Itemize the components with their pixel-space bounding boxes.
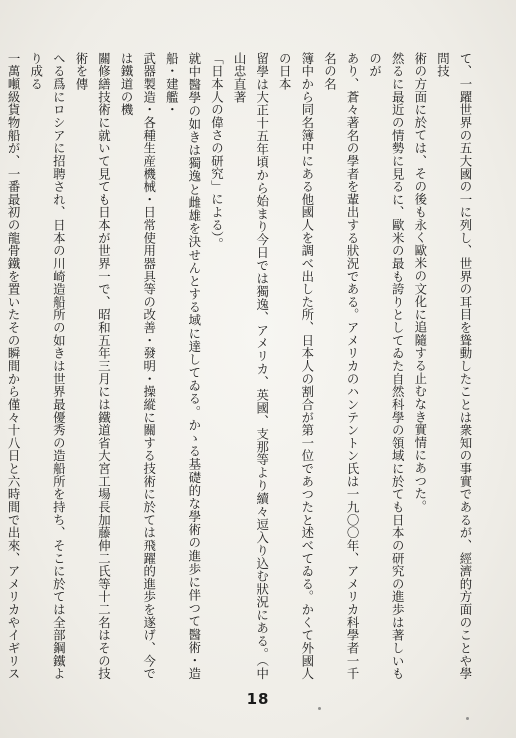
text-line: へる爲にロシアに招聘され、日本の川崎造船所の如きは世界最優秀の造船所を持ち、そこに於ては全部鋼鐵より成る bbox=[28, 52, 67, 680]
text-line: 「日本人の偉さの研究」による）。 bbox=[209, 52, 225, 251]
paper-speck bbox=[318, 707, 321, 710]
page-number: 18 bbox=[246, 690, 270, 708]
text-line: 留學は大正十五年頃から始まり今日では獨逸、アメリカ、英國、支那等より續々逗入り込む狀況にある。（中山忠直著 bbox=[232, 52, 270, 680]
text-line: て、一躍世界の五大國の一に列し、世界の耳目を聳動したことは衆知の事實であるが、經濟的方面のことや學問技 bbox=[435, 52, 473, 680]
text-line: 一萬噸級貨物船が、一番最初の龍骨鐵を置いたその瞬間から僅々十八日と六時間で出來、アメリカやイギリス bbox=[6, 52, 22, 680]
text-line: 簿中から同名簿中にある他國人を調べ出した所、日本人の割合が第一位であつたと述べてゐる。かくて外國人の日本 bbox=[277, 52, 315, 680]
text-line: 關修繕技術に就いて見ても日本が世界一で、昭和五年三月には鐵道省大宮工場長加藤伸二氏等十二名はその技術を傳 bbox=[73, 52, 112, 680]
vertical-text-block bbox=[6, 52, 476, 680]
paper-speck bbox=[466, 717, 469, 720]
text-line: 術の方面に於ては、その後も永く歐米の文化に追隨する止むなき實情にあつた。 bbox=[412, 52, 428, 513]
text-line: 然るに最近の情勢に見るに、歐米の最も誇りとしてゐた自然科學の領域に於ても日本の研究の進歩は著しいものが bbox=[367, 52, 406, 680]
text-line: 武器製造・各種生産機械・日常使用器具等の改善・發明・操縱に關する技術に於ては飛躍的進歩を遂げ、今では鐵道の機 bbox=[119, 52, 157, 680]
text-line: 就中醫學の如きは獨逸と雌雄を決せんとする域に達してゐる。かゝる基礎的な學術の進歩に伴つて醫術・造船・建艦・ bbox=[164, 52, 202, 680]
text-line: あり、蒼々著名の學者を輩出する狀況である。アメリカのハンテントン氏は一九〇〇年、アメリカ科學者一千名の名 bbox=[322, 52, 361, 680]
